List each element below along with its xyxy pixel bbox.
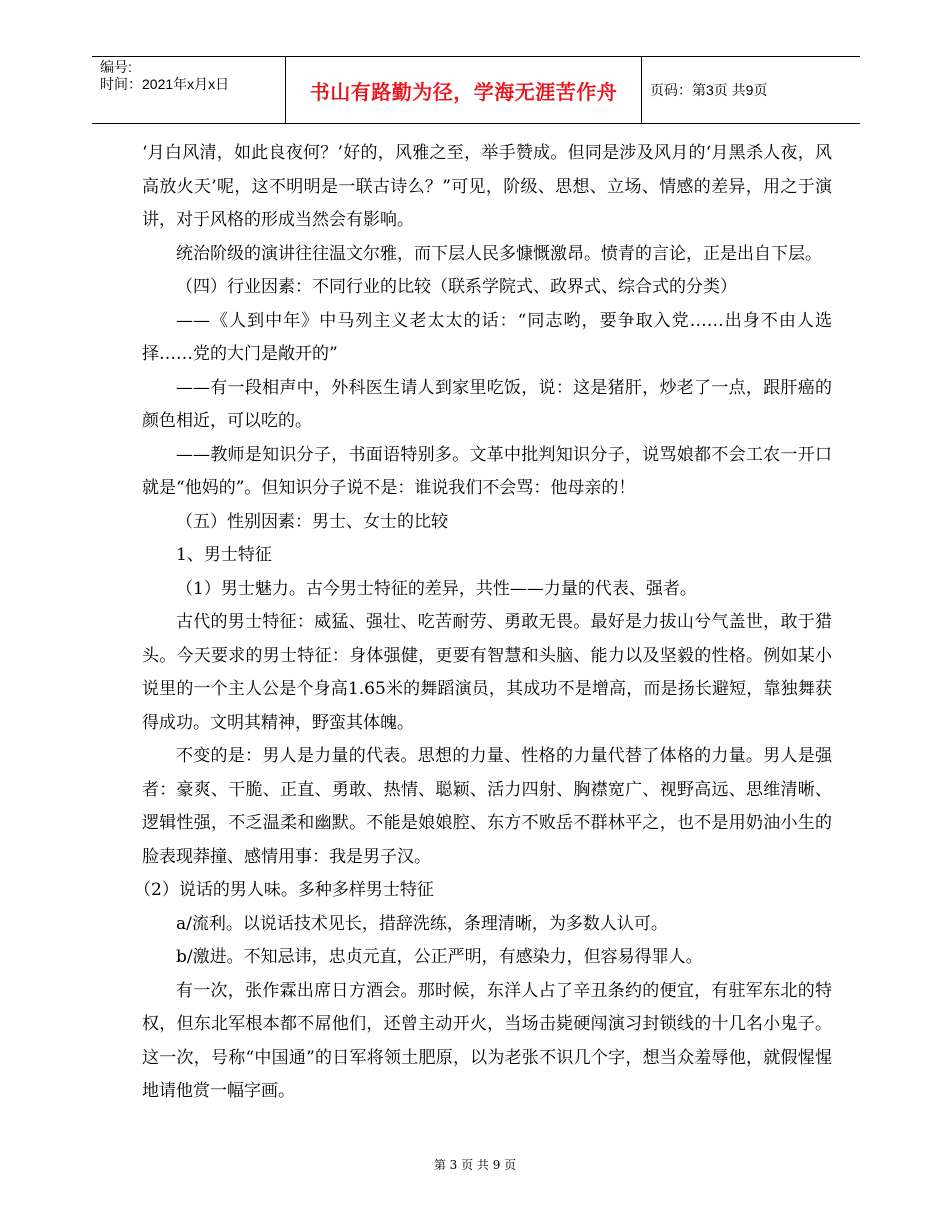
time-label: 时间：2021年x月x日 xyxy=(100,76,230,92)
paragraph: 有一次，张作霖出席日方酒会。那时候，东洋人占了辛丑条约的便宜，有驻军东北的特权，但东北军根本都不屌他们，还曾主动开火，当场击毙硬闯演习封锁线的十几名小鬼子。这一次，号称“中国通”的日军将领土肥原，以为老张不识几个字，想当众羞辱他，就假惺惺地请他赏一幅字画。 xyxy=(142,980,832,1101)
paragraph: （1）男士魅力。古今男士特征的差异，共性——力量的代表、强者。 xyxy=(176,578,697,599)
paragraph: ——《人到中年》中马列主义老太太的话：“同志哟，要争取入党……出身不由人选择……党的大门是敞开的” xyxy=(142,310,832,364)
paragraph: 统治阶级的演讲往往温文尔雅，而下层人民多慷慨激昂。愤青的言论，正是出自下层。 xyxy=(176,243,822,264)
paragraph: （四）行业因素：不同行业的比较（联系学院式、政界式、综合式的分类） xyxy=(176,277,737,297)
document-body xyxy=(134,137,832,1109)
page-header xyxy=(92,56,860,124)
paragraph: 1、男士特征 xyxy=(176,545,272,565)
paragraph: 古代的男士特征：威猛、强壮、吃苦耐劳、勇敢无畏。最好是力拔山兮气盖世，敢于猎头。今天要求的男士特征：身体强健，更要有智慧和头脑、能力以及坚毅的性格。例如某小说里的一个主人公是个身高1.65米的舞蹈演员，其成功不是增高，而是扬长避短，靠独舞获得成功。文明其精神，野蛮其体魄。 xyxy=(142,612,832,733)
paragraph: ‘月白风清，如此良夜何？’好的，风雅之至，举手赞成。但同是涉及风月的‘月黑杀人夜，风高放火天’呢，这不明明是一联古诗么？”可见，阶级、思想、立场、情感的差异，用之于演讲，对于风格的形成当然会有影响。 xyxy=(142,143,832,230)
paragraph: b/激进。不知忌讳，忠贞元直，公正严明，有感染力，但容易得罪人。 xyxy=(176,947,703,967)
paragraph: 不变的是：男人是力量的代表。思想的力量、性格的力量代替了体格的力量。男人是强者：豪爽、干脆、正直、勇敢、热情、聪颖、活力四射、胸襟宽广、视野高远、思维清晰、逻辑性强，不乏温柔和幽默。不能是娘娘腔、东方不败岳不群林平之，也不是用奶油小生的脸表现莽撞、感情用事：我是男子汉。 xyxy=(142,746,832,867)
paragraph: ——教师是知识分子，书面语特别多。文革中批判知识分子，说骂娘都不会工农一开口就是“他妈的”。但知识分子说不是：谁说我们不会骂：他母亲的！ xyxy=(142,444,832,498)
header-meta xyxy=(100,59,229,93)
header-slogan-cell xyxy=(285,57,642,123)
paragraph: a/流利。以说话技术见长，措辞洗练，条理清晰，为多数人认可。 xyxy=(176,913,668,934)
paragraph: ——有一段相声中，外科医生请人到家里吃饭，说：这是猪肝，炒老了一点，跟肝癌的颜色相近，可以吃的。 xyxy=(142,377,832,431)
page-info: 页码：第3页 共9页 xyxy=(650,82,768,98)
paragraph: （五）性别因素：男士、女士的比较 xyxy=(176,511,448,532)
paragraph: （2）说话的男人味。多种多样男士特征 xyxy=(134,880,434,900)
slogan: 书山有路勤为径，学海无涯苦作舟 xyxy=(309,79,618,104)
id-label: 编号: xyxy=(100,59,132,75)
page-footer: 第 3 页 共 9 页 xyxy=(433,1158,517,1172)
